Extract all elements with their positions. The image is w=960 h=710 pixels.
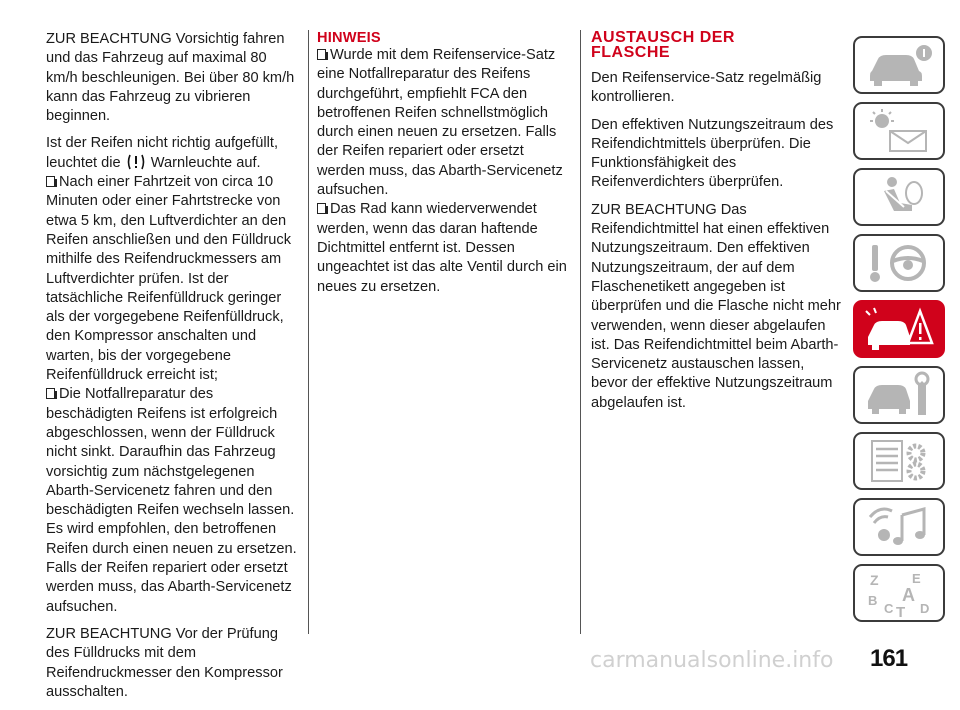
index-letter: A [902, 585, 915, 605]
page-number: 161 [870, 645, 908, 672]
section-title-line: FLASCHE [591, 44, 671, 61]
bullet-item [46, 173, 298, 385]
chapter-tab-starting-driving[interactable] [853, 234, 945, 292]
text-column-3 [591, 30, 843, 421]
note-heading: HINWEIS [317, 30, 381, 46]
paragraph: ZUR BEACHTUNG Das Reifendichtmittel hat einen effektiven Nutzungszeitraum. Den effektiven Nutzungszeitraum, der auf dem Flaschenetikett angegeben ist überprüfen und die Flasche nicht mehr verwenden, wenn dieser abgelaufen ist. Das Reifendichtmittel beim Abarth-Servicenetz austauschen lassen, bevor der effektive Nutzungszeitraum abgelaufen ist. [591, 201, 841, 411]
watermark: carmanualsonline.info [590, 648, 834, 673]
multimedia-icon [864, 503, 934, 551]
index-letter: T [896, 604, 906, 617]
index-letter: C [884, 601, 894, 616]
paragraph-text: Ist der Reifen nicht richtig aufgefüllt, leuchtet die [46, 135, 278, 171]
emergency-car-icon [864, 305, 934, 353]
bullet-text: Nach einer Fahrtzeit von circa 10 Minuten oder einer Fahrtstrecke von etwa 5 km, den Luftverdichter an den Reifen anschließen und den Fülldruck mithilfe des Reifendruckmessers am Luftverdichter prüfen. Ist der tatsächliche Reifenfülldruck geringer als der vorgegebene Reifenfülldruck, den Kompressor anschalten und warten, bis der vorgegebene Reifenfülldruck erreicht ist; [46, 174, 291, 384]
text-column-2 [317, 30, 569, 305]
bullet-text: Das Rad kann wiederverwendet werden, wenn das daran haftende Dichtmittel entfernt ist. Dessen ungeachtet ist das alte Ventil durch ein neues zu ersetzen. [317, 201, 567, 295]
alphabet-index-icon [864, 569, 934, 617]
section-title [591, 30, 843, 60]
column-divider [308, 30, 309, 634]
column-divider [580, 30, 581, 634]
text-column-1 [46, 30, 298, 710]
chapter-tab-emergency[interactable] [853, 300, 945, 358]
checkbox-bullet-icon [46, 176, 55, 187]
index-letter: B [868, 593, 878, 608]
chapter-tab-warning-lights[interactable] [853, 102, 945, 160]
paragraph [46, 134, 298, 173]
bullet-text: Wurde mit dem Reifenservice-Satz eine Notfallreparatur des Reifens durchgeführt, empfiehlt FCA den betroffenen Reifen schnellstmöglich durch einen neuen zu ersetzen. Falls der Reifen repariert oder ersetzt werden muss, das Abarth-Servicenetz aufsuchen. [317, 47, 563, 199]
bullet-item [46, 385, 298, 617]
chapter-tab-multimedia[interactable] [853, 498, 945, 556]
index-letter: D [920, 601, 930, 616]
bullet-text: Die Notfallreparatur des beschädigten Reifens ist erfolgreich abgeschlossen, wenn der Fülldruck nicht sinkt. Daraufhin das Fahrzeug vorsichtig zum nächstgelegenen Abarth-Servicenetz fahren und den beschädigten Reifen wechseln lassen. Es wird empfohlen, den betroffenen Reifen durch einen neuen zu ersetzen. Falls der Reifen repariert oder ersetzt werden muss, das Abarth-Servicenetz aufsuchen. [46, 386, 297, 615]
steering-wheel-key-icon [864, 239, 934, 287]
chapter-tab-maintenance[interactable] [853, 366, 945, 424]
checkbox-bullet-icon [317, 203, 326, 214]
chapter-tab-car-info[interactable] [853, 36, 945, 94]
paragraph: ZUR BEACHTUNG Vorsichtig fahren und das Fahrzeug auf maximal 80 km/h beschleunigen. Bei über 80 km/h kann das Fahrzeug zu vibrieren beginnen. [46, 31, 295, 125]
checkbox-bullet-icon [317, 49, 326, 60]
section-title-line: AUSTAUSCH DER [591, 29, 735, 46]
warning-lights-icon [864, 107, 934, 155]
index-letter: Z [870, 572, 879, 588]
car-info-icon [864, 41, 934, 89]
car-maintenance-icon [864, 371, 934, 419]
chapter-tab-technical-data[interactable] [853, 432, 945, 490]
checkbox-bullet-icon [46, 388, 55, 399]
seat-airbag-icon [864, 173, 934, 221]
technical-data-icon [864, 437, 934, 485]
bullet-item [317, 46, 569, 200]
paragraph: ZUR BEACHTUNG Vor der Prüfung des Fülldrucks mit dem Reifendruckmesser den Kompressor ausschalten. [46, 625, 283, 700]
tire-pressure-warning-icon [126, 154, 146, 170]
index-letter: E [912, 571, 921, 586]
chapter-tab-index[interactable] [853, 564, 945, 622]
paragraph-text: Warnleuchte auf. [150, 154, 261, 171]
paragraph: Den effektiven Nutzungszeitraum des Reifendichtmittels überprüfen. Die Funktionsfähigkeit des Reifenverdichters überprüfen. [591, 116, 834, 191]
chapter-tab-safety[interactable] [853, 168, 945, 226]
paragraph: Den Reifenservice-Satz regelmäßig kontrollieren. [591, 70, 822, 106]
bullet-item [317, 200, 569, 296]
